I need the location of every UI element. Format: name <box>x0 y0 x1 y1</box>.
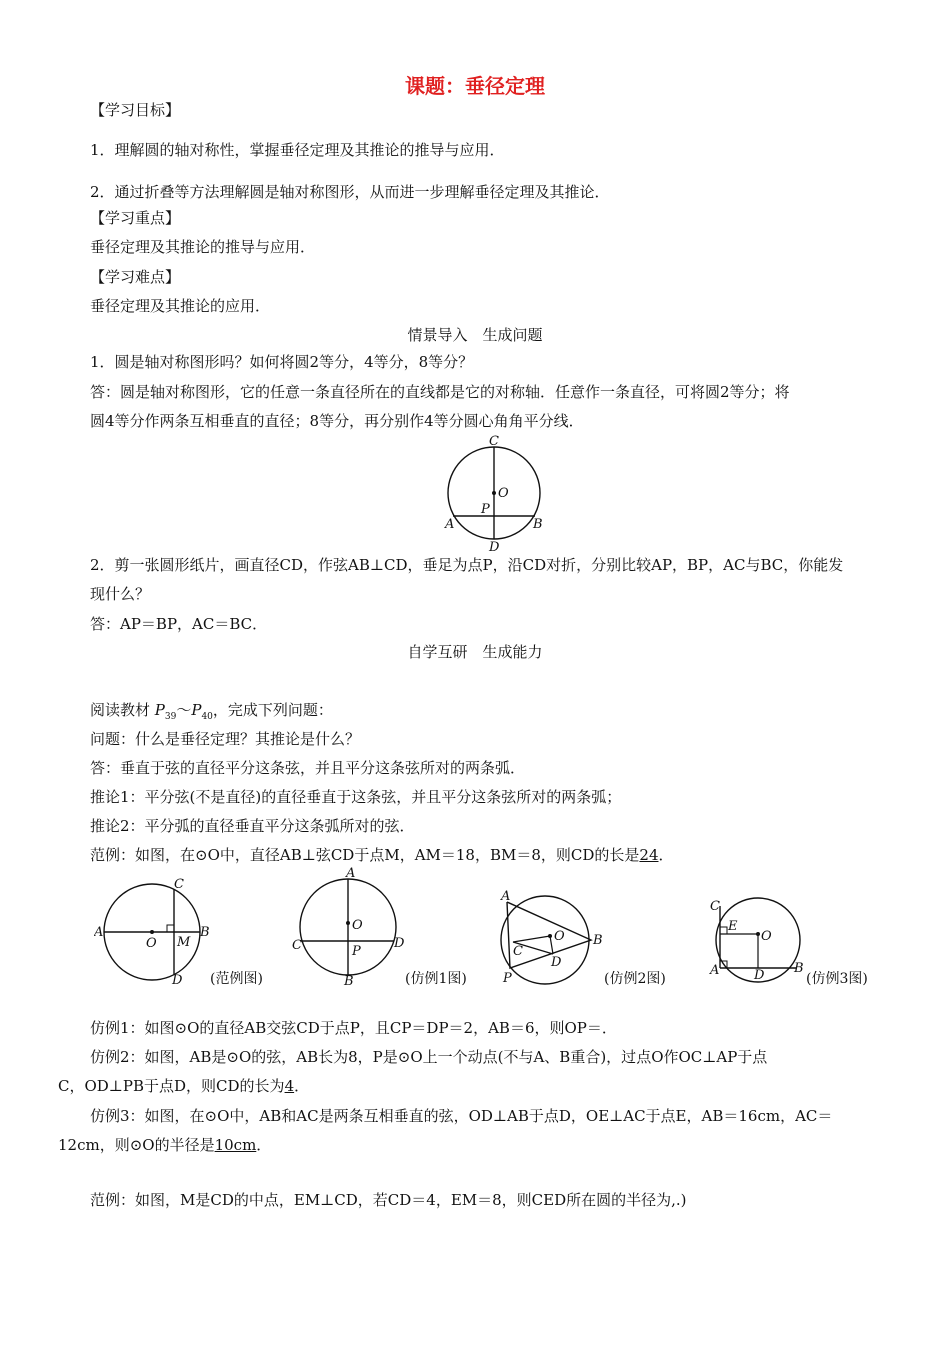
exercise-1: 仿例1：如图⊙O的直径AB交弦CD于点P，且CP＝DP＝2，AB＝6，则OP＝． <box>90 1019 617 1037</box>
fig2-label-b: B <box>344 974 354 987</box>
fig2-label-d: D <box>394 936 405 951</box>
goal-1: 1．理解圆的轴对称性，掌握垂径定理及其推论的推导与应用． <box>90 141 505 159</box>
fig0-label-d: D <box>489 540 500 554</box>
fig2-label-a: A <box>346 866 356 881</box>
fig0-label-p: P <box>481 502 490 517</box>
fig4-label-a: A <box>710 963 720 978</box>
section-heading-intro: 情景导入 生成问题 <box>407 326 543 344</box>
fig4-label-b: B <box>794 961 804 976</box>
fig1-label-c: C <box>174 877 184 892</box>
caption-example: (范例图) <box>210 971 263 987</box>
corollary-2: 推论2：平分弧的直径垂直平分这条弧所对的弦． <box>90 817 415 835</box>
exercise-2-line-2: C，OD⊥PB于点D，则CD的长为4． <box>58 1077 310 1095</box>
fig3-label-a: A <box>501 890 511 904</box>
caption-exercise-3: (仿例3图) <box>806 971 868 987</box>
fig3-label-p: P <box>503 971 512 986</box>
goals-header: 【学习目标】 <box>90 101 181 119</box>
fig4-label-e: E <box>728 919 738 934</box>
reading-instruction: 阅读教材 $P_{39}\sim P_{40}$，完成下列问题： <box>90 701 333 722</box>
fig3-label-o: O <box>554 929 565 944</box>
corollary-1: 推论1：平分弦(不是直径)的直径垂直于这条弦，并且平分这条弦所对的两条弧； <box>90 788 622 806</box>
fig0-label-b: B <box>533 517 543 532</box>
fig2-label-c: C <box>292 938 302 953</box>
fig2-label-o: O <box>352 918 363 933</box>
figure-exercise-2 <box>495 890 607 986</box>
fig4-label-d: D <box>754 968 765 983</box>
fig3-label-d: D <box>551 955 562 970</box>
example-text: 范例：如图，在⊙O中，直径AB⊥弦CD于点M，AM＝18，BM＝8，则CD的长是24． <box>90 846 674 864</box>
fig1-label-o: O <box>146 936 157 951</box>
figure-intro-circle <box>440 432 550 554</box>
fig2-label-p: P <box>352 944 361 959</box>
goal-2: 2．通过折叠等方法理解圆是轴对称图形，从而进一步理解垂径定理及其推论． <box>90 183 610 201</box>
fig1-label-d: D <box>172 973 183 988</box>
fig1-label-b: B <box>200 925 210 940</box>
answer-2: 答：AP＝BP，AC＝BC． <box>90 615 268 633</box>
exercise-3-line-1: 仿例3：如图，在⊙O中，AB和AC是两条互相垂直的弦，OD⊥AB于点D，OE⊥AC于点E，AB＝16cm，AC＝ <box>90 1107 833 1125</box>
difficulty-text: 垂径定理及其推论的应用． <box>90 297 271 315</box>
fig1-label-m: M <box>177 935 191 950</box>
fig0-label-a: A <box>445 517 455 532</box>
caption-exercise-1: (仿例1图) <box>405 971 467 987</box>
question-2-line-1: 2．剪一张圆形纸片，画直径CD，作弦AB⊥CD，垂足为点P，沿CD对折，分别比较AP，BP，AC与BC，你能发 <box>90 556 844 574</box>
fig1-label-a: A <box>94 925 104 940</box>
final-example: 范例：如图，M是CD的中点，EM⊥CD，若CD＝4，EM＝8，则CED所在圆的半径为,.) <box>90 1191 687 1209</box>
answer-1-line-1: 答：圆是轴对称图形，它的任意一条直径所在的直线都是它的对称轴．任意作一条直径，可将圆2等分；将 <box>90 383 790 401</box>
fig3-label-b: B <box>593 933 603 948</box>
study-answer: 答：垂直于弦的直径平分这条弦，并且平分这条弦所对的两条弧． <box>90 759 526 777</box>
fig4-label-o: O <box>761 929 772 944</box>
page-title: 课题：垂径定理 <box>405 74 545 98</box>
answer-1-line-2: 圆4等分作两条互相垂直的直径；8等分，再分别作4等分圆心角角平分线． <box>90 412 584 430</box>
difficulty-header: 【学习难点】 <box>90 268 181 286</box>
question-1: 1．圆是轴对称图形吗？如何将圆2等分，4等分，8等分？ <box>90 353 474 371</box>
question-2-line-2: 现什么？ <box>90 585 151 603</box>
fig0-label-o: O <box>498 486 509 501</box>
figure-example <box>94 870 214 988</box>
section-heading-study: 自学互研 生成能力 <box>407 643 543 661</box>
figure-exercise-1 <box>290 865 410 987</box>
exercise-3-line-2: 12cm，则⊙O的半径是10cm． <box>58 1136 272 1154</box>
fig4-label-c: C <box>710 899 720 914</box>
key-header: 【学习重点】 <box>90 209 181 227</box>
caption-exercise-2: (仿例2图) <box>604 971 666 987</box>
key-text: 垂径定理及其推论的推导与应用． <box>90 238 316 256</box>
exercise-2-line-1: 仿例2：如图，AB是⊙O的弦，AB长为8，P是⊙O上一个动点(不与A、B重合)，过点O作OC⊥AP于点 <box>90 1048 768 1066</box>
fig3-label-c: C <box>513 944 523 959</box>
study-question: 问题：什么是垂径定理？其推论是什么？ <box>90 730 361 748</box>
fig0-label-c: C <box>489 434 499 449</box>
figure-exercise-3 <box>706 896 806 988</box>
